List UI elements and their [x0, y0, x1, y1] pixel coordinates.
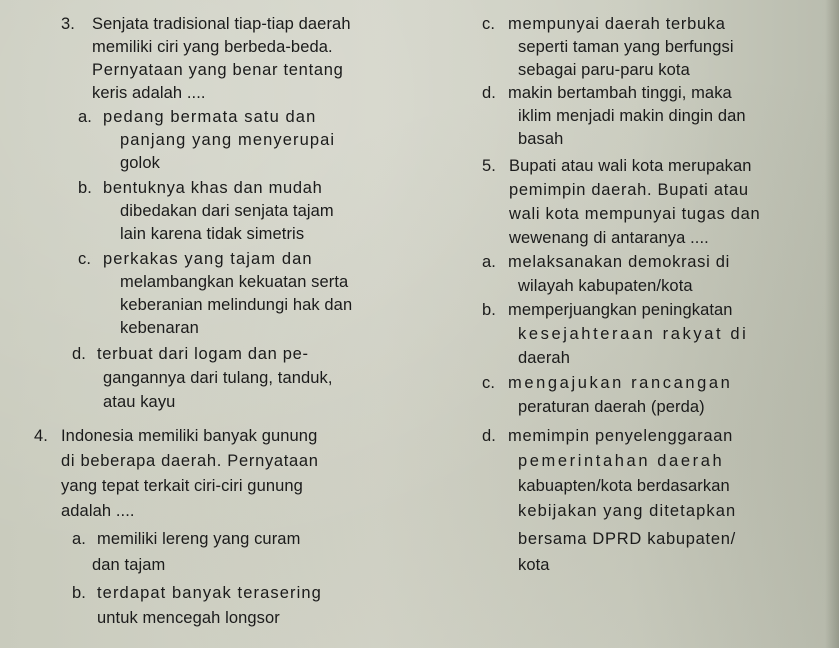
option-letter: b. — [78, 179, 92, 197]
option-text-line: wilayah kabupaten/kota — [518, 277, 693, 295]
option-text-line: makin bertambah tinggi, maka — [508, 84, 732, 102]
option-text-line: kebijakan yang ditetapkan — [518, 502, 737, 520]
option-text-line: golok — [120, 154, 160, 172]
option-text-line: kesejahteraan rakyat di — [518, 325, 749, 343]
question-stem-line: adalah .... — [61, 502, 135, 520]
option-text-line: dibedakan dari senjata tajam — [120, 202, 334, 220]
option-text-line: perkakas yang tajam dan — [103, 250, 313, 268]
option-text-line: kota — [518, 556, 550, 574]
option-text-line: memimpin penyelenggaraan — [508, 427, 734, 445]
option-text-line: kebenaran — [120, 319, 199, 337]
option-text-line: keberanian melindungi hak dan — [120, 296, 353, 314]
question-stem-line: pemimpin daerah. Bupati atau — [509, 181, 749, 199]
option-text-line: dan tajam — [92, 556, 166, 574]
option-letter: d. — [72, 345, 86, 363]
option-text-line: pemerintahan daerah — [518, 452, 725, 470]
option-text-line: bersama DPRD kabupaten/ — [518, 530, 736, 548]
option-letter: c. — [482, 15, 496, 33]
question-stem-line: Senjata tradisional tiap-tiap daerah — [92, 15, 351, 33]
option-text-line: basah — [518, 130, 564, 148]
option-letter: c. — [78, 250, 92, 268]
option-text-line: melaksanakan demokrasi di — [508, 253, 731, 271]
page-edge-shadow — [825, 0, 839, 648]
option-letter: d. — [482, 427, 496, 445]
option-text-line: memiliki lereng yang curam — [97, 530, 301, 548]
option-letter: a. — [482, 253, 496, 271]
question-stem-line: Indonesia memiliki banyak gunung — [61, 427, 318, 445]
question-stem-line: wali kota mempunyai tugas dan — [509, 205, 761, 223]
option-text-line: lain karena tidak simetris — [120, 225, 305, 243]
question-number: 3. — [61, 15, 75, 33]
option-text-line: gangannya dari tulang, tanduk, — [103, 369, 333, 387]
option-text-line: terbuat dari logam dan pe- — [97, 345, 309, 363]
option-text-line: seperti taman yang berfungsi — [518, 38, 734, 56]
question-stem-line: memiliki ciri yang berbeda-beda. — [92, 38, 333, 56]
right-column — [420, 0, 839, 648]
option-text-line: pedang bermata satu dan — [103, 108, 317, 126]
option-text-line: iklim menjadi makin dingin dan — [518, 107, 746, 125]
option-text-line: peraturan daerah (perda) — [518, 398, 705, 416]
question-number: 4. — [34, 427, 48, 445]
option-text-line: atau kayu — [103, 393, 176, 411]
question-stem-line: keris adalah .... — [92, 84, 206, 102]
option-text-line: bentuknya khas dan mudah — [103, 179, 323, 197]
option-letter: a. — [78, 108, 92, 126]
option-letter: a. — [72, 530, 86, 548]
question-stem-line: Bupati atau wali kota merupakan — [509, 157, 752, 175]
option-text-line: mengajukan rancangan — [508, 374, 733, 392]
question-stem-line: Pernyataan yang benar tentang — [92, 61, 344, 79]
option-text-line: mempunyai daerah terbuka — [508, 15, 726, 33]
option-text-line: untuk mencegah longsor — [97, 609, 280, 627]
option-text-line: memperjuangkan peningkatan — [508, 301, 733, 319]
question-stem-line: wewenang di antaranya .... — [509, 229, 709, 247]
option-text-line: melambangkan kekuatan serta — [120, 273, 349, 291]
option-text-line: panjang yang menyerupai — [120, 131, 336, 149]
option-letter: d. — [482, 84, 496, 102]
question-stem-line: di beberapa daerah. Pernyataan — [61, 452, 319, 470]
question-number: 5. — [482, 157, 496, 175]
option-text-line: daerah — [518, 349, 570, 367]
option-letter: c. — [482, 374, 496, 392]
option-letter: b. — [72, 584, 86, 602]
option-text-line: kabuapten/kota berdasarkan — [518, 477, 730, 495]
option-text-line: sebagai paru-paru kota — [518, 61, 690, 79]
option-letter: b. — [482, 301, 496, 319]
option-text-line: terdapat banyak terasering — [97, 584, 322, 602]
question-stem-line: yang tepat terkait ciri-ciri gunung — [61, 477, 303, 495]
